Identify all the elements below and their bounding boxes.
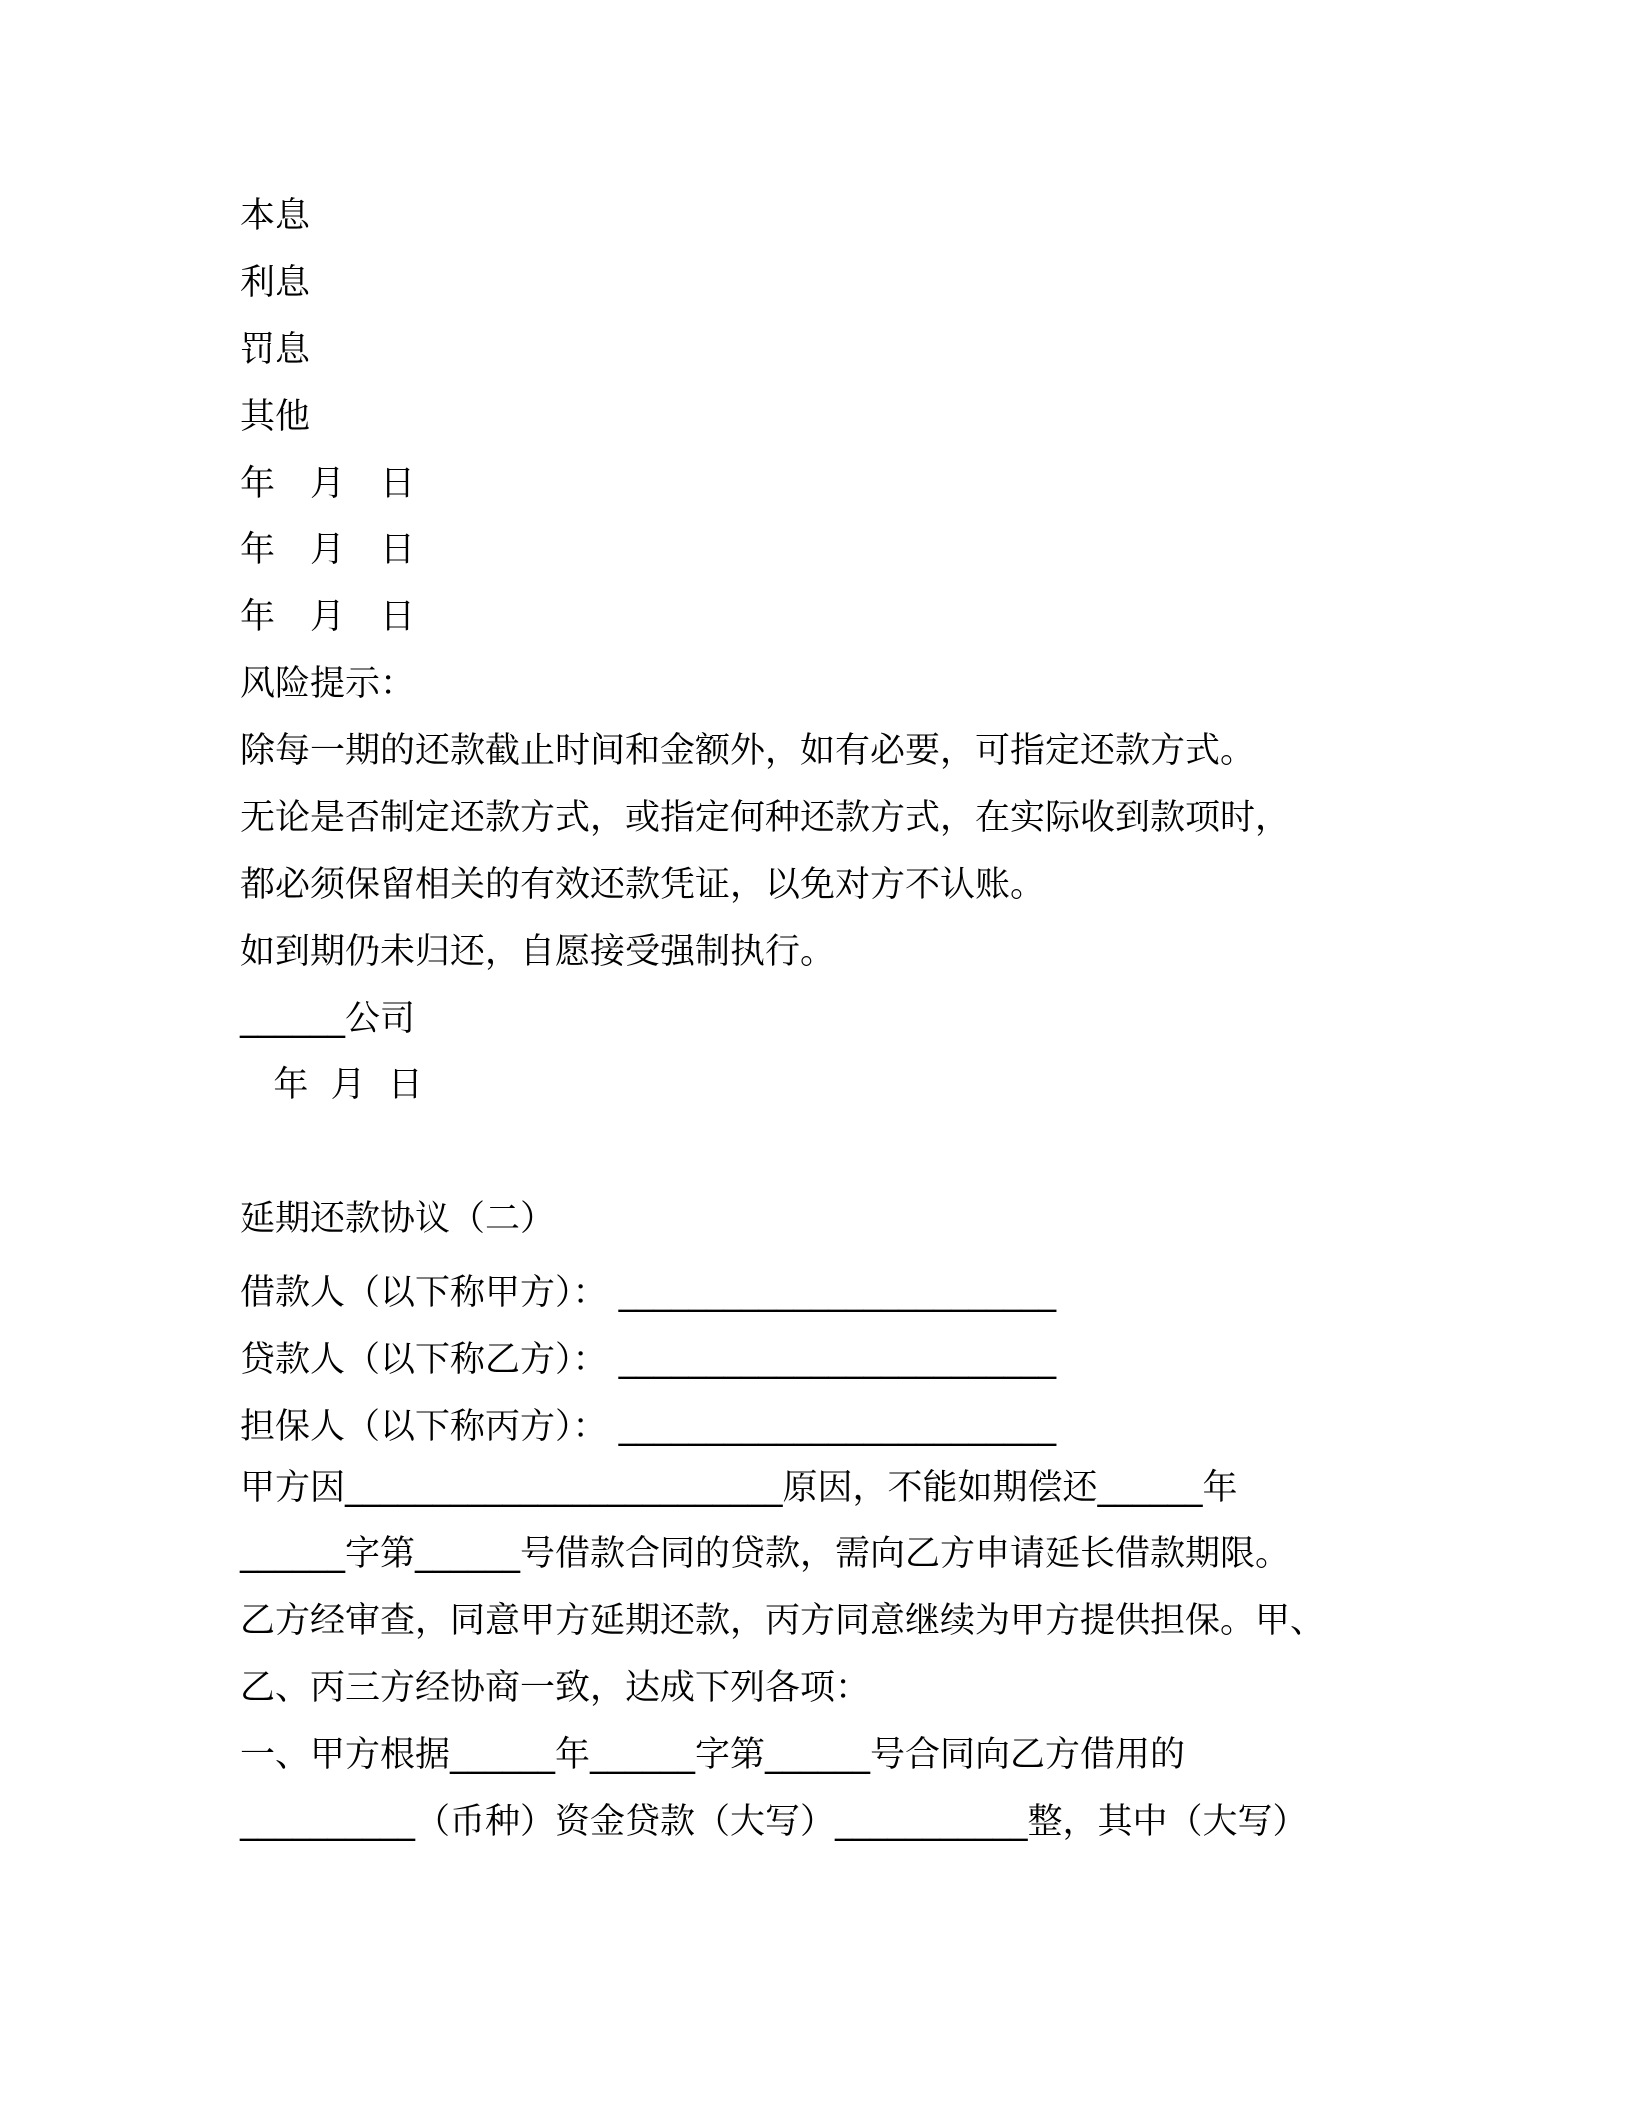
risk-text: 都必须保留相关的有效还款凭证，以免对方不认账。 [240, 865, 1046, 905]
party-lender: 贷款人（以下称乙方）： _________________________ [240, 1340, 1057, 1380]
party-borrower: 借款人（以下称甲方）： _________________________ [240, 1273, 1057, 1313]
item-principal-interest: 本息 [240, 196, 311, 236]
clause-one: __________（币种）资金贷款（大写）___________整，其中（大写） [240, 1802, 1308, 1842]
item-penalty-interest: 罚息 [240, 330, 311, 370]
signature-date: 年 月 日 [240, 1065, 423, 1105]
item-interest: 利息 [240, 263, 311, 303]
company-signature: ______公司 [240, 999, 416, 1039]
risk-text: 如到期仍未归还，自愿接受强制执行。 [240, 932, 836, 972]
body-text: 乙方经审查，同意甲方延期还款，丙方同意继续为甲方提供担保。甲、 [240, 1601, 1326, 1641]
risk-text: 无论是否制定还款方式，或指定何种还款方式，在实际收到款项时， [240, 798, 1291, 838]
clause-one: 一、甲方根据______年______字第______号合同向乙方借用的 [240, 1735, 1186, 1775]
risk-heading: 风险提示： [240, 664, 416, 704]
body-text: ______字第______号借款合同的贷款，需向乙方申请延长借款期限。 [240, 1534, 1291, 1574]
item-other: 其他 [240, 397, 311, 437]
date-line: 年 月 日 [240, 597, 416, 637]
date-line: 年 月 日 [240, 530, 416, 570]
body-text: 甲方因_________________________原因，不能如期偿还______年 [240, 1468, 1238, 1508]
date-line: 年 月 日 [240, 464, 416, 504]
agreement-title: 延期还款协议（二） [240, 1199, 556, 1239]
risk-text: 除每一期的还款截止时间和金额外，如有必要，可指定还款方式。 [240, 731, 1256, 771]
party-guarantor: 担保人（以下称丙方）： _________________________ [240, 1407, 1057, 1447]
body-text: 乙、丙三方经协商一致，达成下列各项： [240, 1668, 871, 1708]
